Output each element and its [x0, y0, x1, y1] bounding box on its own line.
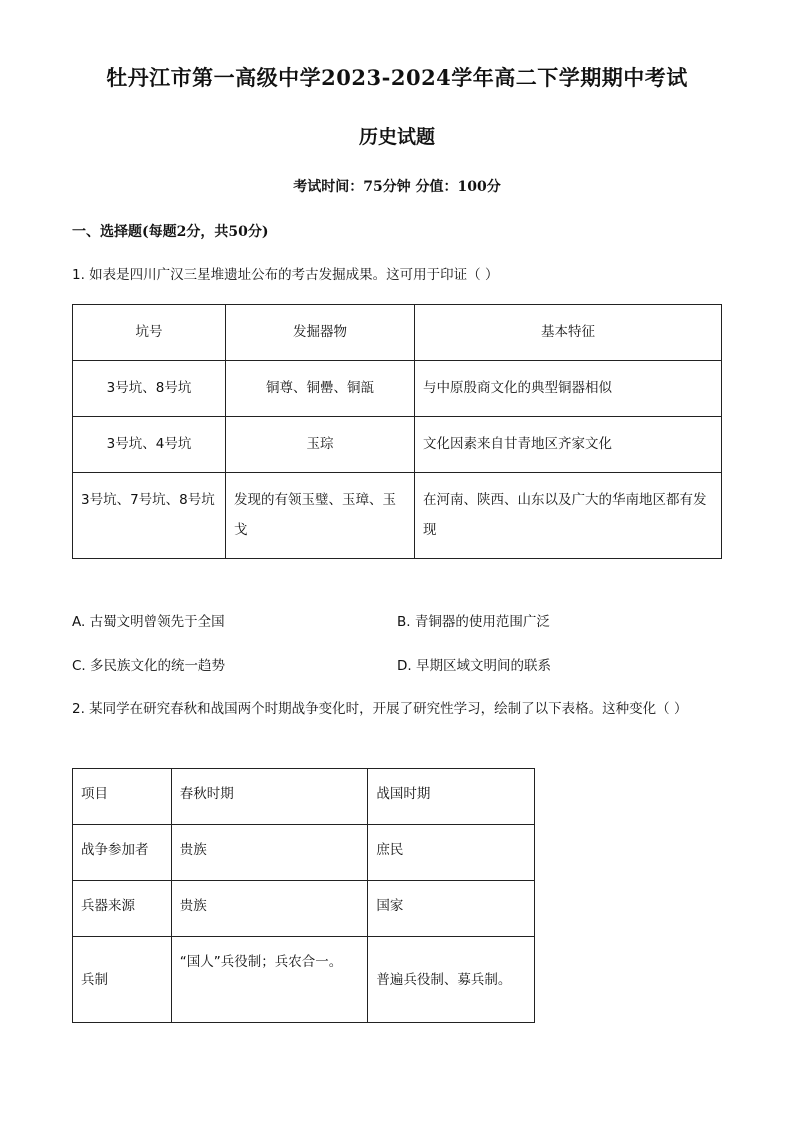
question-2-stem: 2. 某同学在研究春秋和战国两个时期战争变化时，开展了研究性学习，绘制了以下表格。这种变化（ ）	[72, 701, 688, 717]
table-cell: 发现的有领玉璧、玉璋、玉戈	[226, 473, 415, 559]
table-cell: 玉琮	[226, 417, 415, 473]
table-cell: “国人”兵役制；兵农合一。	[171, 937, 368, 1023]
table-header-cell: 发掘器物	[226, 305, 415, 361]
table-cell: 3号坑、4号坑	[73, 417, 226, 473]
table-row	[73, 473, 722, 559]
table-cell: 在河南、陕西、山东以及广大的华南地区都有发现	[415, 473, 722, 559]
table-row	[73, 825, 535, 881]
table-cell: 与中原殷商文化的典型铜器相似	[415, 361, 722, 417]
option-c: C. 多民族文化的统一趋势	[72, 658, 226, 674]
table-cell: 铜尊、铜罍、铜瓿	[226, 361, 415, 417]
table-row	[73, 417, 722, 473]
table-header-cell: 春秋时期	[171, 769, 368, 825]
table-cell: 兵器来源	[73, 881, 172, 937]
table-cell: 文化因素来自甘青地区齐家文化	[415, 417, 722, 473]
table-cell: 普遍兵役制、募兵制。	[368, 937, 535, 1023]
table-header-cell: 坑号	[73, 305, 226, 361]
table-header-row	[73, 305, 722, 361]
table-header-row	[73, 769, 535, 825]
option-b: B. 青铜器的使用范围广泛	[397, 614, 550, 630]
option-a: A. 古蜀文明曾领先于全国	[72, 614, 225, 630]
exam-info: 考试时间：75分钟 分值：100分	[293, 179, 501, 195]
table-header-cell: 项目	[73, 769, 172, 825]
question-1-table	[72, 304, 722, 559]
table-cell: 3号坑、8号坑	[73, 361, 226, 417]
table-cell: 3号坑、7号坑、8号坑	[73, 473, 226, 559]
table-header-cell: 战国时期	[368, 769, 535, 825]
table-row	[73, 937, 535, 1023]
table-row	[73, 361, 722, 417]
exam-subtitle: 历史试题	[358, 126, 435, 148]
question-1-stem: 1. 如表是四川广汉三星堆遗址公布的考古发掘成果。这可用于印证（ ）	[72, 267, 499, 283]
option-d: D. 早期区域文明间的联系	[397, 658, 551, 674]
table-cell: 庶民	[368, 825, 535, 881]
table-cell: 战争参加者	[73, 825, 172, 881]
table-cell: 兵制	[73, 937, 172, 1023]
question-2-table	[72, 768, 535, 1023]
table-cell: 国家	[368, 881, 535, 937]
section-heading: 一、选择题(每题2分，共50分)	[72, 224, 269, 240]
exam-title: 牡丹江市第一高级中学2023-2024学年高二下学期期中考试	[106, 65, 688, 90]
table-cell: 贵族	[171, 825, 368, 881]
table-cell: 贵族	[171, 881, 368, 937]
table-header-cell: 基本特征	[415, 305, 722, 361]
table-row	[73, 881, 535, 937]
